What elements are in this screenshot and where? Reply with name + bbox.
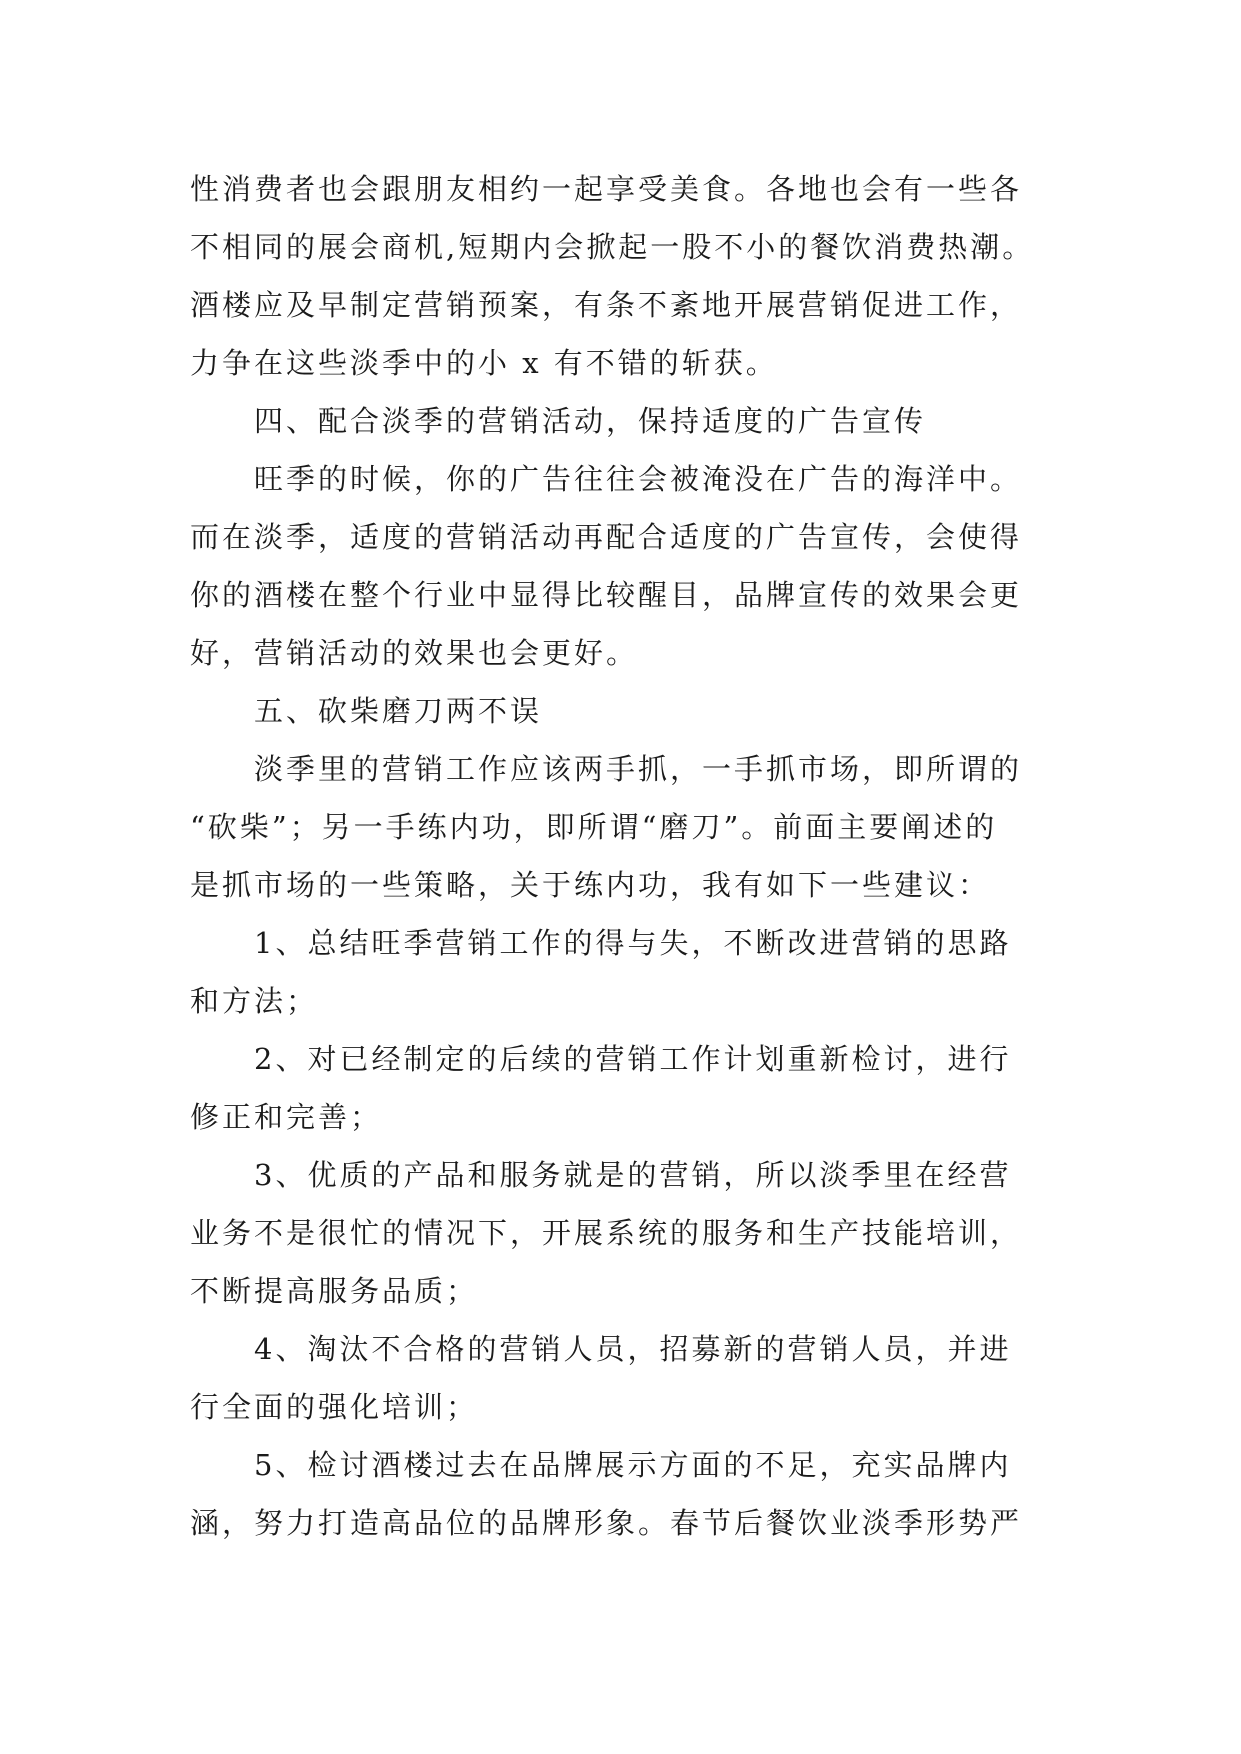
list-item-line: 3、优质的产品和服务就是的营销，所以淡季里在经营 [254, 1158, 1012, 1192]
list-item-line: 业务不是很忙的情况下，开展系统的服务和生产技能培训， [190, 1216, 1023, 1250]
text-line: 旺季的时候，你的广告往往会被淹没在广告的海洋中。 [254, 462, 1023, 496]
text-line: 酒楼应及早制定营销预案，有条不紊地开展营销促进工作， [190, 288, 1023, 322]
section-heading: 五、砍柴磨刀两不误 [254, 694, 543, 728]
list-item-line: 不断提高服务品质； [190, 1274, 479, 1308]
list-item-line: 1、总结旺季营销工作的得与失，不断改进营销的思路 [254, 926, 1012, 960]
text-line: 是抓市场的一些策略，关于练内功，我有如下一些建议： [190, 868, 991, 902]
list-item-line: 2、对已经制定的后续的营销工作计划重新检讨，进行 [254, 1042, 1012, 1076]
list-item-line: 行全面的强化培训； [190, 1390, 479, 1424]
list-item-line: 4、淘汰不合格的营销人员，招募新的营销人员，并进 [254, 1332, 1012, 1366]
list-item-line: 修正和完善； [190, 1100, 383, 1134]
text-line: 你的酒楼在整个行业中显得比较醒目，品牌宣传的效果会更 [190, 578, 1023, 612]
section-heading: 四、配合淡季的营销活动，保持适度的广告宣传 [254, 404, 927, 438]
text-line: 力争在这些淡季中的小 x 有不错的斩获。 [190, 346, 778, 380]
text-line: 而在淡季，适度的营销活动再配合适度的广告宣传，会使得 [190, 520, 1023, 554]
text-line: “砍柴”；另一手练内功，即所谓“磨刀”。前面主要阐述的 [190, 810, 998, 844]
text-line: 淡季里的营销工作应该两手抓，一手抓市场，即所谓的 [254, 752, 1023, 786]
list-item-line: 和方法； [190, 984, 319, 1018]
list-item-line: 涵，努力打造高品位的品牌形象。春节后餐饮业淡季形势严 [190, 1506, 1023, 1540]
text-line: 好，营销活动的效果也会更好。 [190, 636, 639, 670]
text-line: 不相同的展会商机,短期内会掀起一股不小的餐饮消费热潮。 [190, 230, 1035, 264]
list-item-line: 5、检讨酒楼过去在品牌展示方面的不足，充实品牌内 [254, 1448, 1012, 1482]
text-line: 性消费者也会跟朋友相约一起享受美食。各地也会有一些各 [190, 172, 1023, 206]
document-body [190, 160, 1090, 1552]
